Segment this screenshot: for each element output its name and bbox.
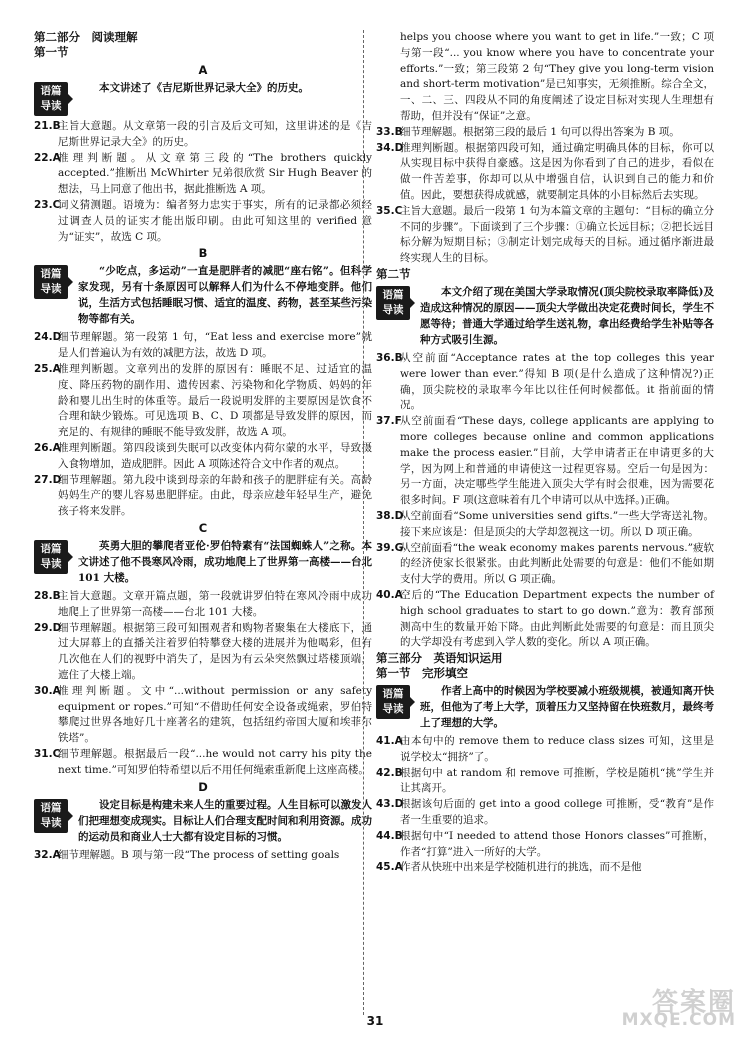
section-heading: 第一节 bbox=[34, 45, 69, 59]
guide-label-line: 导读 bbox=[382, 703, 404, 716]
answer-explanation: 推理判断题。第四段谈到失眠可以改变体内荷尔蒙的水平，导致摄入食物增加，造成肥胖。因此 A 项陈述符合文中作者的观点。 bbox=[58, 441, 372, 470]
reading-guide-label bbox=[34, 799, 68, 833]
answer-item bbox=[376, 588, 714, 651]
guide-label-line: 导读 bbox=[382, 303, 404, 316]
part-heading: 第三部分 英语知识运用 bbox=[376, 651, 503, 666]
reading-guide-box bbox=[34, 538, 372, 586]
guide-label-line: 语篇 bbox=[40, 801, 62, 814]
answer-explanation: 根据该句后面的 get into a good college 可推断，受“教育”是作者一生重要的追求。 bbox=[400, 798, 714, 827]
guide-summary-text: 作者上高中的时候因为学校要减小班级规模，被通知离开快班，但他为了考上大学，顶着压力又坚持留在快班数月，最终考上了理想的大学。 bbox=[420, 685, 714, 730]
watermark-url: MXQE.COM bbox=[621, 1010, 736, 1030]
answer-item bbox=[34, 621, 372, 684]
answer-number: 33.B bbox=[376, 125, 403, 138]
answer-explanation: 空后的“The Education Department expects the number of high school graduates to start to go down.”意为：教育部预测高中生的数量开始下降。由此判断此处需要的句意是：而且顶尖的大学却没有考虑到入学人数的变化。所以 A 项正确。 bbox=[400, 588, 714, 649]
guide-label-line: 导读 bbox=[40, 100, 62, 112]
answer-item bbox=[376, 125, 714, 141]
answer-explanation: 细节理解题。B 项与第一段“The process of setting goals bbox=[58, 848, 340, 861]
guide-label-line: 导读 bbox=[40, 816, 62, 829]
answer-explanation: 推理判断题。文章列出的发胖的原因有：睡眠不足、过适宜的温度、降压药物的副作用、遗传因素、污染物和化学物质、妈妈的年龄和婴儿出生时的体重等。最后一段说明发胖的主要原因是饮食不合理和缺少锻炼。可见选项 B、C、D 项都是导致发胖的原因，而充足的、有规律的睡眠不能导致发胖，故选 A 项。 bbox=[58, 362, 372, 439]
answer-number: 42.B bbox=[376, 766, 403, 779]
answer-number: 21.B bbox=[34, 120, 61, 132]
answer-number: 39.G bbox=[376, 541, 404, 554]
answer-number: 27.D bbox=[34, 473, 62, 486]
guide-label-line: 导读 bbox=[40, 283, 62, 296]
answer-item bbox=[34, 441, 372, 473]
answer-number: 30.A bbox=[34, 684, 61, 697]
reading-guide-label bbox=[34, 265, 68, 299]
reading-guide-label bbox=[34, 82, 68, 116]
answer-number: 28.B bbox=[34, 589, 61, 602]
section-heading: 第二节 bbox=[376, 266, 411, 281]
section-heading: 第一节 完形填空 bbox=[376, 666, 468, 681]
passage-letter: B bbox=[198, 246, 208, 261]
answer-explanation: 作者从快班中出来是学校随机进行的挑选，而不是他 bbox=[400, 861, 642, 874]
answer-explanation: 主旨大意题。文章开篇点题，第一段就讲罗伯特在寒风冷雨中成功地爬上了世界第一高楼——台北 101 大楼。 bbox=[58, 589, 372, 618]
answer-item bbox=[376, 414, 714, 509]
left-column bbox=[34, 30, 372, 863]
answer-explanation: 推理判断题。从文章第三段的“The brothers quickly accepted.”推断出 McWhirter 兄弟很欣赏 Sir Hugh Beaver 的想法，马上同意了他出书，据此推断选 A 项。 bbox=[58, 151, 372, 196]
reading-guide-box bbox=[34, 797, 372, 845]
answer-explanation: 根据句中“I needed to attend those Honors classes”可推断，作者“打算”进入一所好的大学。 bbox=[400, 829, 714, 858]
answer-item bbox=[34, 589, 372, 621]
watermark-logo bbox=[566, 982, 736, 1030]
guide-summary-text: 本文介绍了现在美国大学录取情况(顶尖院校录取率降低)及造成这种情况的原因——顶尖大学做出决定花费时间长，学生不愿等待；普通大学通过给学生送礼物，拿出经费给学生补贴等各种方式吸引生源。 bbox=[420, 285, 714, 346]
reading-guide-label bbox=[34, 540, 68, 574]
answer-number: 31.C bbox=[34, 747, 61, 760]
answer-item bbox=[376, 797, 714, 829]
answer-item bbox=[34, 747, 372, 779]
guide-label-line: 语篇 bbox=[382, 688, 404, 701]
answer-number: 25.A bbox=[34, 362, 61, 375]
answer-explanation: 由本句中的 remove them to reduce class sizes 可知，这里是说学校太“拥挤”了。 bbox=[400, 735, 714, 763]
answer-item bbox=[376, 541, 714, 588]
reading-guide-box bbox=[376, 284, 714, 348]
answer-number: 35.C bbox=[376, 204, 403, 217]
answer-explanation: 从空前面看“These days, college applicants are applying to more colleges because online and common applications make the process easier.”目前，大学申请者正在申请更多的大学，因为网上和普通的申请使这一过程更容易。空后一句是因为：另一方面，决定哪些学生能进入顶尖大学有时会很难，因为需要花很多时间。F 项(这意味着有几个申请可以从中选择。)正确。 bbox=[400, 415, 714, 507]
guide-summary-text: 设定目标是构建未来人生的重要过程。人生目标可以激发人们把理想变成现实。目标让人们合理支配时间和利用资源。成功的运动员和商业人士大都有设定目标的习惯。 bbox=[78, 798, 372, 843]
answer-item bbox=[34, 119, 372, 151]
answer-explanation: 从空前面看“Some universities send gifts.”一些大学寄送礼物。接下来应该是：但是顶尖的大学却忽视这一切。所以 D 项正确。 bbox=[400, 509, 714, 538]
answer-item bbox=[376, 829, 714, 861]
answer-item bbox=[34, 151, 372, 198]
answer-item bbox=[34, 198, 372, 245]
answer-explanation: 从空前面“Acceptance rates at the top colleges this year were lower than ever.”得知 B 项(是什么造成了这种情况?)正确，顶尖院校的录取率今年比以往任何时候都低。it 指前面的情况。 bbox=[400, 351, 714, 412]
guide-label-line: 导读 bbox=[40, 557, 62, 570]
answer-number: 37.F bbox=[376, 415, 402, 428]
reading-guide-box bbox=[376, 683, 714, 731]
answer-explanation: 细节理解题。第九段中谈到母亲的年龄和孩子的肥胖症有关。高龄妈妈生产的婴儿容易患肥胖症。由此，母亲应趁年轻早生产，避免孩子将来发胖。 bbox=[58, 473, 372, 518]
answer-explanation: 推理判断题。根据第四段可知，通过确定明确具体的目标，你可以从实现目标中获得自豪感。这是因为你看到了自己的进步，看似在做一件苦差事，你却可以从中增强自信，认识到自己的能力和价值。因此，要想获得成就感，就要制定具体的小目标然后去实现。 bbox=[400, 141, 714, 201]
answer-number: 36.B bbox=[376, 351, 403, 364]
guide-summary-text: 英勇大胆的攀爬者亚伦·罗伯特素有“法国蜘蛛人”之称。本文讲述了他不畏寒风冷雨，成功地爬上了世界第一高楼——台北 101 大楼。 bbox=[78, 539, 372, 584]
answer-number: 23.C bbox=[34, 198, 61, 211]
answer-number: 32.A bbox=[34, 848, 61, 861]
right-column bbox=[376, 30, 714, 876]
answer-explanation: 主旨大意题。从文章第一段的引言及后文可知，这里讲述的是《吉尼斯世界记录大全》的历史。 bbox=[58, 120, 372, 148]
reading-guide-label bbox=[376, 685, 410, 719]
reading-guide-label bbox=[376, 286, 410, 320]
guide-label-line: 语篇 bbox=[40, 542, 62, 555]
passage-letter: D bbox=[198, 779, 208, 794]
answer-number: 40.A bbox=[376, 588, 403, 601]
answer-item bbox=[34, 684, 372, 747]
answer-number: 38.D bbox=[376, 509, 404, 522]
answer-item bbox=[376, 204, 714, 267]
guide-summary-text: “少吃点，多运动”一直是肥胖者的减肥“座右铭”。但科学家发现，另有十条原因可以解释人们为什么不停地变胖。他们说，生活方式包括睡眠习惯、适宜的温度、药物，甚至某些污染物等都有关。 bbox=[78, 265, 372, 326]
answer-item bbox=[376, 351, 714, 414]
answer-number: 24.D bbox=[34, 331, 62, 344]
answer-explanation: 推理判断题。文中“...without permission or any safety equipment or ropes.”可知“不借助任何安全设备或绳索，罗伯特攀爬过世界各地好几十座著名的建筑，包括纽约帝国大厦和埃菲尔铁塔”。 bbox=[58, 684, 372, 745]
answer-item bbox=[376, 141, 714, 204]
answer-number: 41.A bbox=[376, 735, 403, 748]
answer-number: 44.B bbox=[376, 829, 403, 842]
page-number: 31 bbox=[366, 1014, 384, 1028]
reading-guide-box bbox=[34, 263, 372, 327]
guide-label-line: 语篇 bbox=[40, 268, 62, 281]
column-divider bbox=[363, 30, 364, 1015]
reading-guide-box bbox=[34, 80, 372, 116]
answer-item bbox=[376, 860, 714, 876]
guide-label-line: 语篇 bbox=[382, 288, 404, 301]
answer-explanation: 词义猜测题。语境为：编者努力忠实于事实，所有的记录都必须经过调查人员的证实才能出版印刷。由此可知这里的 verified 意为“证实”，故选 C 项。 bbox=[58, 198, 372, 243]
answer-item bbox=[376, 734, 714, 766]
answer-explanation: 细节理解题。根据第三段可知围观者和购物者聚集在大楼底下，通过大屏幕上的直播关注着罗伯特攀登大楼的进展并为他喝彩，但有几次他在人们的视野中消失了，是因为有云朵突然飘过塔楼顶端，遮住了大楼上端。 bbox=[58, 621, 372, 681]
answer-number: 22.A bbox=[34, 151, 61, 164]
answer-explanation: 主旨大意题。最后一段第 1 句为本篇文章的主题句：“目标的确立分不同的步骤”。下面谈到了三个步骤：①确立长远目标；②把长远目标分解为短期目标；③制定计划完成每天的目标。通过循序渐进最终实现人生的目标。 bbox=[400, 204, 714, 265]
passage-letter: C bbox=[198, 520, 208, 535]
guide-summary-text: 本文讲述了《吉尼斯世界记录大全》的历史。 bbox=[99, 82, 309, 94]
watermark-text: 答案圈 bbox=[651, 988, 736, 1018]
answer-explanation: 从空前面看“the weak economy makes parents nervous.”疲软的经济使家长很紧张。由此判断此处需要的句意是：他们不能如期支付大学的费用。所以 G 项正确。 bbox=[400, 541, 714, 586]
answer-number: 34.D bbox=[376, 141, 404, 154]
answer-explanation: 细节理解题。第一段第 1 句，“Eat less and exercise more”就是人们普遍认为有效的减肥方法，故选 D 项。 bbox=[58, 331, 372, 360]
answer-item bbox=[34, 473, 372, 520]
answer-number: 45.A bbox=[376, 861, 403, 874]
answer-number: 29.D bbox=[34, 621, 62, 634]
part-heading: 第二部分 阅读理解 bbox=[34, 30, 138, 44]
answer-item bbox=[376, 766, 714, 798]
passage-letter: A bbox=[198, 63, 208, 77]
answer-explanation: 根据句中 at random 和 remove 可推断，学校是随机“挑”学生并让其离开。 bbox=[400, 766, 714, 795]
answer-number: 43.D bbox=[376, 798, 404, 811]
answer-continuation: helps you choose where you want to get in life.”一致；C 项与第一段“... you know where you have to concentrate your efforts.”一致；第三段第 2 句“They give you long-term vision and short-term motivation”是已知事实，无须推断。综合全文，一、二、三、四段从不同的角度阐述了设定目标对实现人生理想有帮助，但并没有“保证”之意。 bbox=[400, 31, 714, 122]
answer-item bbox=[34, 362, 372, 441]
answer-item bbox=[34, 330, 372, 362]
answer-number: 26.A bbox=[34, 441, 61, 454]
answer-item bbox=[376, 509, 714, 541]
answer-item bbox=[34, 848, 372, 864]
guide-label-line: 语篇 bbox=[40, 85, 62, 97]
answer-explanation: 细节理解题。根据第三段的最后 1 句可以得出答案为 B 项。 bbox=[400, 125, 680, 138]
answer-explanation: 细节理解题。根据最后一段“...he would not carry his pity the next time.”可知罗伯特希望以后不用任何绳索重新爬上这座高楼。 bbox=[58, 747, 372, 776]
